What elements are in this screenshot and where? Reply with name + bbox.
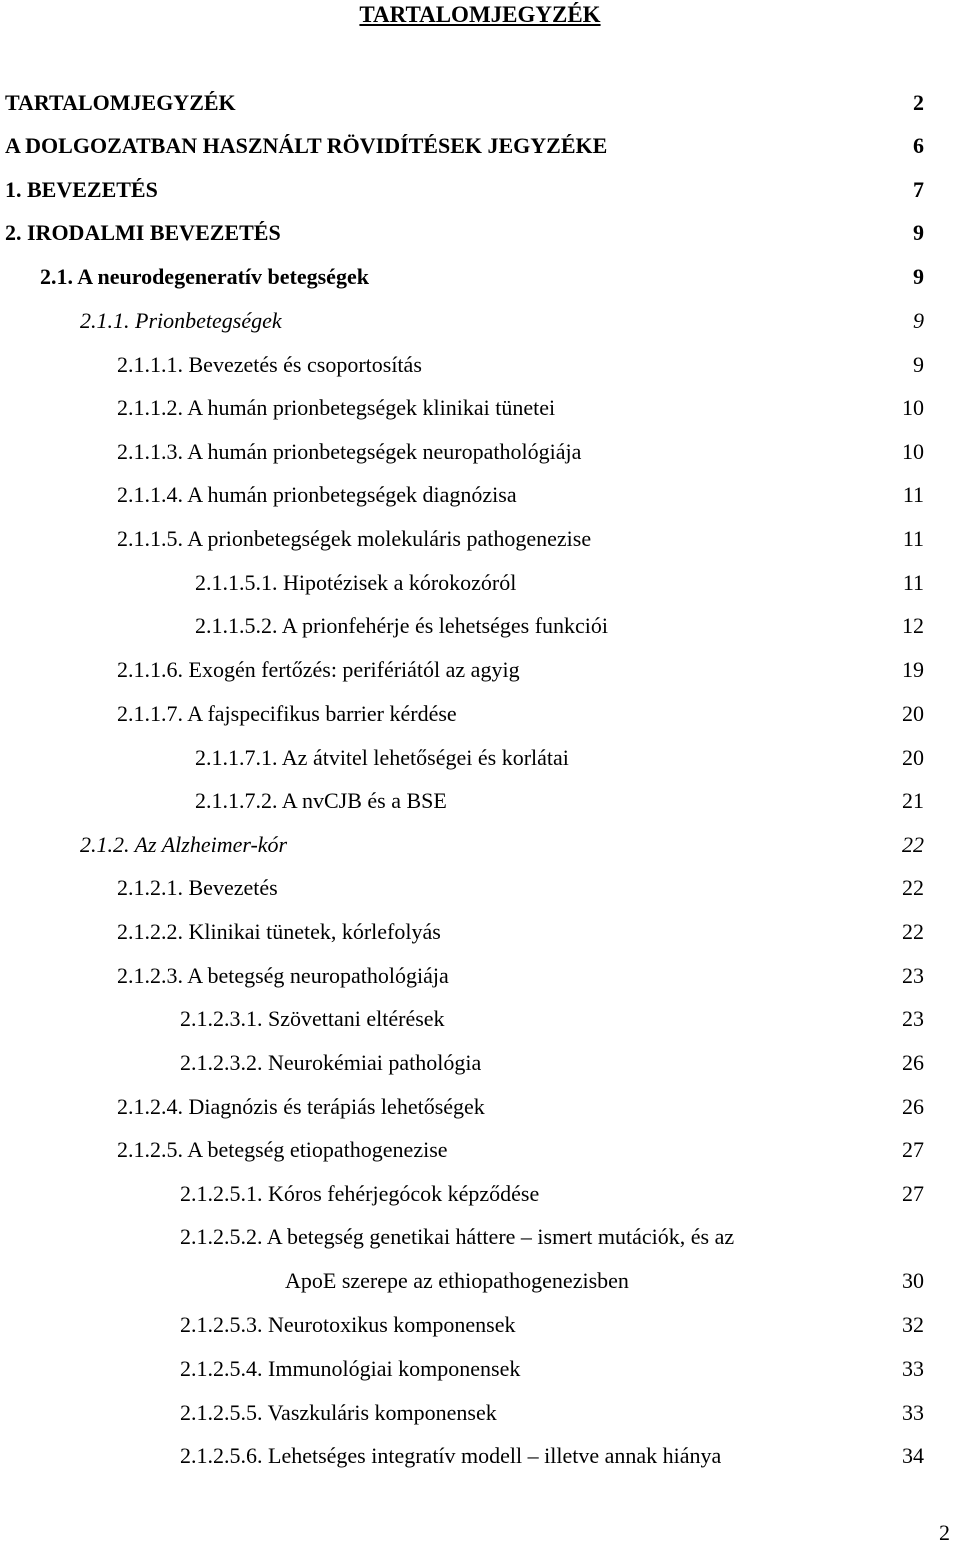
toc-entry <box>0 524 960 568</box>
toc-entry-page: 9 <box>913 308 924 333</box>
toc-entry <box>0 1179 960 1223</box>
toc-entry-text: 2.1. A neurodegeneratív betegségek <box>40 264 369 289</box>
toc-entry-page: 12 <box>902 613 924 638</box>
toc-entry <box>0 262 960 306</box>
toc-entry-text: 2.1.2.3.2. Neurokémiai pathológia <box>180 1050 482 1075</box>
toc-entry-page: 33 <box>902 1400 924 1425</box>
toc-entry-continuation <box>0 1266 960 1310</box>
toc-entry <box>0 1048 960 1092</box>
toc-entry <box>0 655 960 699</box>
toc-entry-page: 26 <box>902 1050 924 1075</box>
toc-entry-page: 34 <box>902 1443 924 1468</box>
toc-entry-text: 2.1.2.5.6. Lehetséges integratív modell – illetve annak hiánya <box>180 1443 722 1468</box>
toc-entry <box>0 88 960 132</box>
toc-entry-text: 2.1.2.5.3. Neurotoxikus komponensek <box>180 1312 516 1337</box>
toc-entry-page: 20 <box>902 745 924 770</box>
toc-entry-text: 2.1.1.5. A prionbetegségek molekuláris pathogenezise <box>117 526 592 551</box>
toc-entry-page: 2 <box>913 90 924 115</box>
toc-entry <box>0 1441 960 1485</box>
toc-entry-page: 23 <box>902 963 924 988</box>
toc-entry-text: 2.1.2.3. A betegség neuropathológiája <box>117 963 449 988</box>
toc-entry-text: 2.1.2.5.4. Immunológiai komponensek <box>180 1356 521 1381</box>
toc-entry <box>0 131 960 175</box>
toc-entry-text: 2.1.1.6. Exogén fertőzés: perifériától az agyig <box>117 657 520 682</box>
toc-entry <box>0 306 960 350</box>
toc-entry-page: 33 <box>902 1356 924 1381</box>
toc-entry-text: ApoE szerepe az ethiopathogenezisben <box>285 1268 629 1293</box>
toc-entry-page: 32 <box>902 1312 924 1337</box>
toc-entry-text: 2.1.1.7.1. Az átvitel lehetőségei és korlátai <box>195 745 569 770</box>
toc-entry-text: 1. BEVEZETÉS <box>5 177 158 202</box>
toc-entry-page: 22 <box>902 919 924 944</box>
toc-entry-page: 11 <box>902 482 924 507</box>
toc-entry-text: 2.1.2.2. Klinikai tünetek, kórlefolyás <box>117 919 441 944</box>
toc-entry-text: 2.1.1.7.2. A nvCJB és a BSE <box>195 788 447 813</box>
toc-entry <box>0 1354 960 1398</box>
toc-entry-text: 2.1.1.7. A fajspecifikus barrier kérdése <box>117 701 457 726</box>
toc-entry-text: 2.1.2.5.5. Vaszkuláris komponensek <box>180 1400 497 1425</box>
toc-entry-page: 27 <box>902 1137 924 1162</box>
document-title: TARTALOMJEGYZÉK <box>359 2 601 27</box>
toc-entry-page: 23 <box>902 1006 924 1031</box>
toc-entry <box>0 568 960 612</box>
toc-entry-text: 2.1.2.4. Diagnózis és terápiás lehetőségek <box>117 1094 485 1119</box>
toc-entry-text: 2.1.1.3. A humán prionbetegségek neuropathológiája <box>117 439 582 464</box>
toc-entry <box>0 830 960 874</box>
toc-entry-page: 9 <box>913 264 924 289</box>
toc-entry <box>0 786 960 830</box>
toc-entry-page: 22 <box>902 832 924 857</box>
toc-entry-text: 2.1.1.5.1. Hipotézisek a kórokozóról <box>195 570 517 595</box>
toc-entry <box>0 873 960 917</box>
toc-entry-page: 10 <box>902 395 924 420</box>
toc-entry <box>0 917 960 961</box>
toc-entry <box>0 1092 960 1136</box>
toc-entry-text: TARTALOMJEGYZÉK <box>5 90 236 115</box>
toc-entry-page: 22 <box>902 875 924 900</box>
toc-entry-page: 11 <box>902 570 924 595</box>
toc-entry-page: 7 <box>913 177 924 202</box>
toc-entry-page: 26 <box>902 1094 924 1119</box>
toc-entry <box>0 480 960 524</box>
toc-entry <box>0 393 960 437</box>
toc-entry-page: 19 <box>902 657 924 682</box>
toc-entry <box>0 611 960 655</box>
toc-entry-text: 2.1.1.2. A humán prionbetegségek klinikai tünetei <box>117 395 556 420</box>
toc-entry-text: 2.1.2.1. Bevezetés <box>117 875 278 900</box>
toc-entry-page: 21 <box>902 788 924 813</box>
toc-entry-page: 9 <box>913 352 924 377</box>
toc-entry <box>0 1398 960 1442</box>
toc-entry-text: A DOLGOZATBAN HASZNÁLT RÖVIDÍTÉSEK JEGYZÉKE <box>5 133 608 158</box>
toc-entry-page: 6 <box>913 133 924 158</box>
toc-entry <box>0 175 960 219</box>
toc-entry-page: 20 <box>902 701 924 726</box>
toc-entry <box>0 699 960 743</box>
toc-entry <box>0 1004 960 1048</box>
toc-entry-page: 9 <box>913 220 924 245</box>
page-number: 2 <box>939 1520 950 1545</box>
toc-entry <box>0 437 960 481</box>
toc-entry-text: 2.1.1.4. A humán prionbetegségek diagnózisa <box>117 482 517 507</box>
toc-entry <box>0 1135 960 1179</box>
toc-entry-page: 30 <box>902 1268 924 1293</box>
toc-entry-page: 27 <box>902 1181 924 1206</box>
toc-entry <box>0 350 960 394</box>
toc-entry-text: 2.1.2. Az Alzheimer-kór <box>80 832 288 857</box>
toc-entry-text: 2.1.1.5.2. A prionfehérje és lehetséges funkciói <box>195 613 609 638</box>
toc-entry-text: 2.1.2.5.2. A betegség genetikai háttere – ismert mutációk, és az <box>180 1224 735 1249</box>
toc-entry-text: 2.1.1. Prionbetegségek <box>80 308 282 333</box>
toc-entry <box>0 743 960 787</box>
toc-entry <box>0 1310 960 1354</box>
toc-entry-text: 2.1.2.3.1. Szövettani eltérések <box>180 1006 445 1031</box>
toc-entry-text: 2.1.2.5.1. Kóros fehérjegócok képződése <box>180 1181 540 1206</box>
toc-entry-text: 2.1.1.1. Bevezetés és csoportosítás <box>117 352 422 377</box>
toc-entry <box>0 961 960 1005</box>
toc-entry <box>0 1222 960 1266</box>
toc-entry-page: 11 <box>902 526 924 551</box>
toc-entry-text: 2. IRODALMI BEVEZETÉS <box>5 220 281 245</box>
toc-entry-text: 2.1.2.5. A betegség etiopathogenezise <box>117 1137 448 1162</box>
toc-entry <box>0 218 960 262</box>
toc-entry-page: 10 <box>902 439 924 464</box>
